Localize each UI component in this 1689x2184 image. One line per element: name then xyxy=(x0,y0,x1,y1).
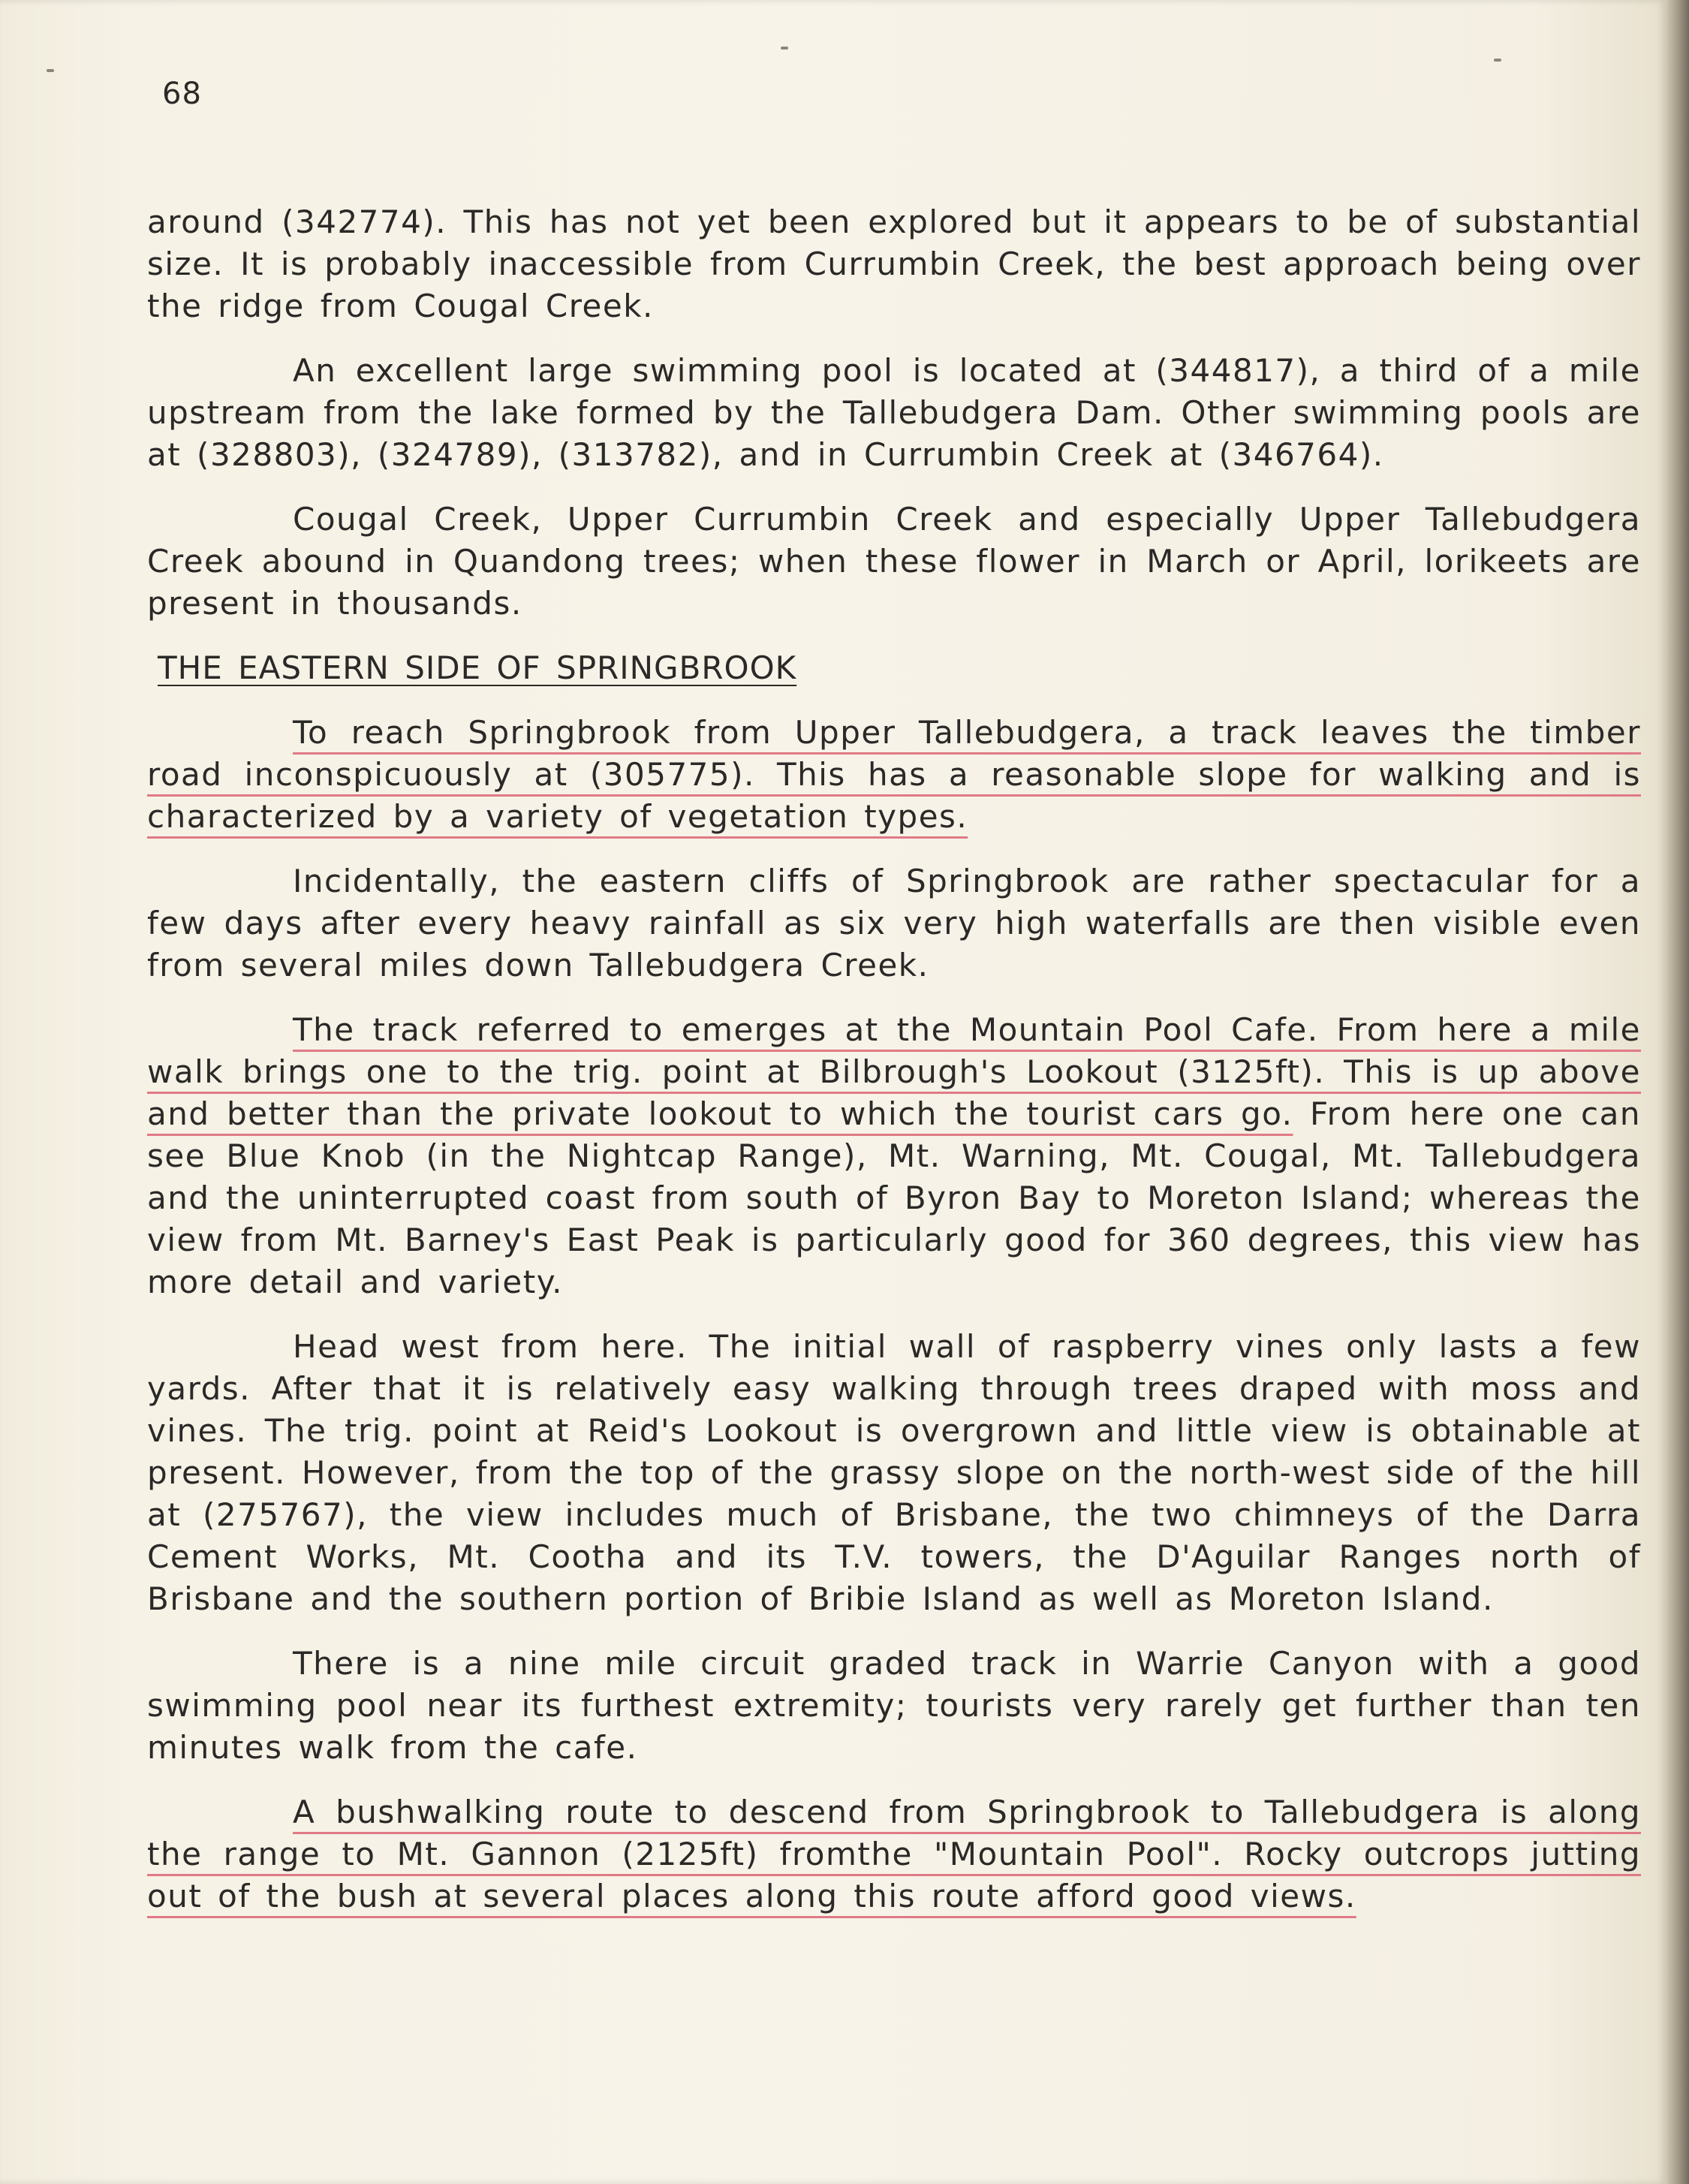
highlighted-text: The track referred to emerges at the Mountain Pool Cafe. From here a mile walk brings one to the trig. point at Bilbrough's Lookout (3125ft). This is up above and better than the private lookout to which the tourist cars go. xyxy=(147,1011,1641,1132)
highlighted-text: A bushwalking route to descend from Springbrook to Tallebudgera is along the range to Mt. Gannon (2125ft) fromthe "Mountain Pool". Rocky outcrops jutting out of the bush at several places along this route afford good views. xyxy=(147,1794,1641,1914)
paragraph-4 xyxy=(147,712,1641,838)
paragraph-1: around (342774). This has not yet been explored but it appears to be of substantial size. It is probably inaccessible from Currumbin Creek, the best approach being over the ridge from Cougal Creek. xyxy=(147,203,1641,324)
section-heading: THE EASTERN SIDE OF SPRINGBROOK xyxy=(158,649,797,686)
highlighted-text: To reach Springbrook from Upper Tallebudgera, a track leaves the timber road inconspicuously at (305775). This has a reasonable slope for walking and is characterized by a variety of vegetation types. xyxy=(147,714,1641,835)
staple-mark xyxy=(47,69,54,72)
paragraph-3: Cougal Creek, Upper Currumbin Creek and especially Upper Tallebudgera Creek abound in Quandong trees; when these flower in March or April, lorikeets are present in thousands. xyxy=(147,501,1641,622)
paragraph-6-rest: From here one can see Blue Knob (in the Nightcap Range), Mt. Warning, Mt. Cougal, Mt. Tallebudgera and the uninterrupted coast from south of Byron Bay to Moreton Island; whereas the view from Mt. Barney's East Peak is particularly good for 360 degrees, this view has more detail and variety. xyxy=(147,1095,1641,1300)
paragraph-6 xyxy=(147,1009,1641,1303)
body-text xyxy=(147,201,1641,1940)
paragraph-5: Incidentally, the eastern cliffs of Springbrook are rather spectacular for a few days after every heavy rainfall as six very high waterfalls are then visible even from several miles down Tallebudgera Creek. xyxy=(147,863,1641,984)
paragraph-9 xyxy=(147,1791,1641,1917)
page-edge xyxy=(1666,0,1689,2184)
staple-mark xyxy=(781,47,788,50)
paragraph-7: Head west from here. The initial wall of raspberry vines only lasts a few yards. After that it is relatively easy walking through trees draped with moss and vines. The trig. point at Reid's Lookout is overgrown and little view is obtainable at present. However, from the top of the grassy slope on the north-west side of the hill at (275767), the view includes much of Brisbane, the two chimneys of the Darra Cement Works, Mt. Cootha and its T.V. towers, the D'Aguilar Ranges north of Brisbane and the southern portion of Bribie Island as well as Moreton Island. xyxy=(147,1328,1641,1617)
paragraph-2: An excellent large swimming pool is located at (344817), a third of a mile upstream from the lake formed by the Tallebudgera Dam. Other swimming pools are at (328803), (324789), (313782), and in Currumbin Creek at (346764). xyxy=(147,352,1641,473)
paragraph-8: There is a nine mile circuit graded track in Warrie Canyon with a good swimming pool near its furthest extremity; tourists very rarely get further than ten minutes walk from the cafe. xyxy=(147,1645,1641,1766)
staple-mark xyxy=(1494,59,1501,62)
page-number: 68 xyxy=(162,77,202,111)
